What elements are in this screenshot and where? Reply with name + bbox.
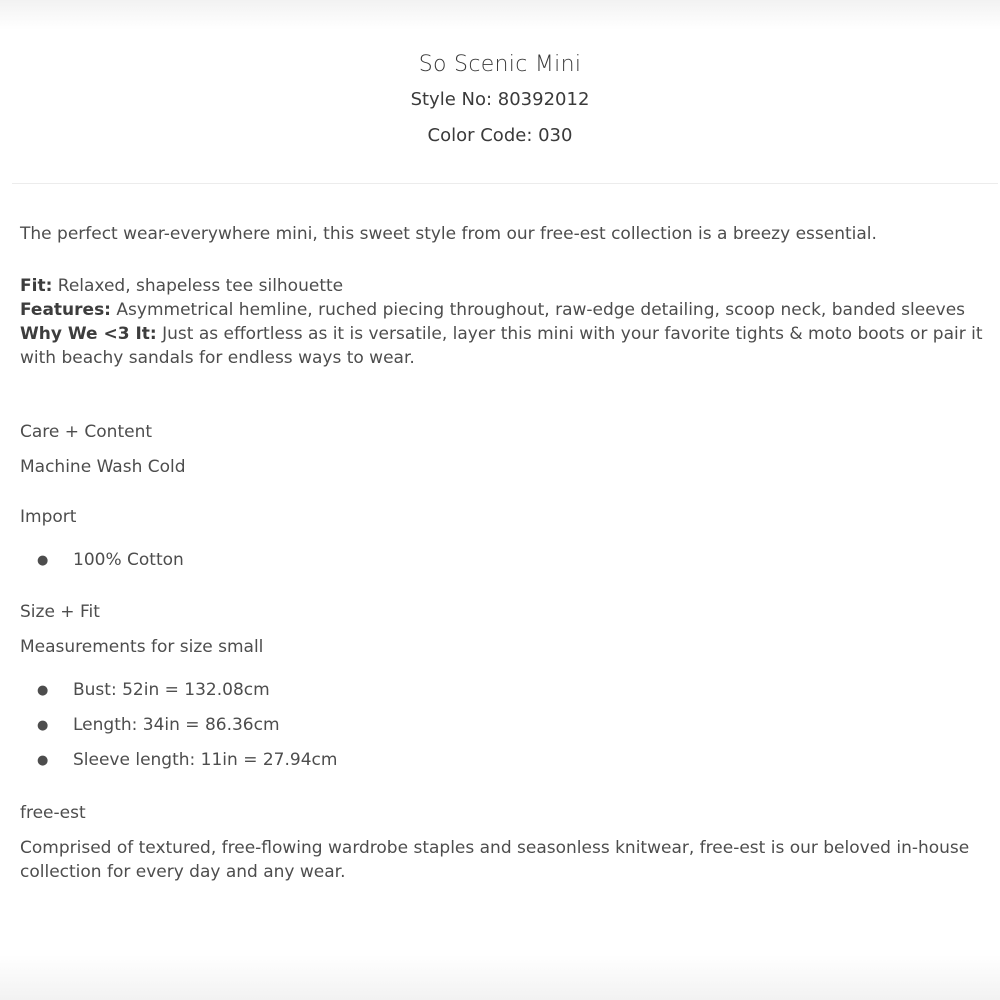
product-title: So Scenic Mini: [418, 52, 582, 77]
measurement-text: Length: 34in = 86.36cm: [73, 715, 280, 735]
material-text: 100% Cotton: [73, 550, 184, 570]
list-item: [20, 743, 990, 778]
features-line: [20, 298, 990, 322]
why-text: Just as effortless as it is versatile, layer this mini with your favorite tights & moto boots or pair it with beachy sandals for endless ways to wear.: [20, 324, 983, 368]
features-text: Asymmetrical hemline, ruched piecing throughout, raw-edge detailing, scoop neck, banded sleeves: [111, 300, 966, 320]
size-fit-subtitle: Measurements for size small: [20, 637, 264, 657]
list-item: [20, 673, 990, 708]
fit-line: [20, 274, 990, 298]
product-details: [20, 222, 990, 884]
fit-text: Relaxed, shapeless tee silhouette: [52, 276, 344, 296]
collection-title: free-est: [20, 803, 86, 823]
header-divider: [12, 183, 998, 184]
bullet-icon: ●: [37, 683, 49, 698]
bottom-fade: [0, 955, 1000, 1000]
fit-label: Fit:: [20, 276, 53, 296]
measurement-text: Bust: 52in = 132.08cm: [73, 680, 270, 700]
materials-list: [20, 543, 990, 578]
list-item: [20, 543, 990, 578]
measurements-list: [20, 673, 990, 778]
size-fit-title: Size + Fit: [20, 602, 100, 622]
intro-text: The perfect wear-everywhere mini, this sweet style from our free-est collection is a breezy essential.: [20, 224, 877, 244]
top-fade: [0, 0, 1000, 30]
care-content-title: Care + Content: [20, 422, 153, 442]
measurement-text: Sleeve length: 11in = 27.94cm: [73, 750, 338, 770]
care-wash: Machine Wash Cold: [20, 457, 186, 477]
style-number: Style No: 80392012: [410, 89, 590, 110]
why-line: [20, 322, 990, 370]
product-header: [0, 48, 1000, 154]
color-code: Color Code: 030: [427, 125, 573, 146]
features-label: Features:: [20, 300, 111, 320]
why-label: Why We <3 It:: [20, 324, 157, 344]
bullet-icon: ●: [37, 753, 49, 768]
care-import: Import: [20, 507, 77, 527]
bullet-icon: ●: [37, 553, 49, 568]
bullet-icon: ●: [37, 718, 49, 733]
list-item: [20, 708, 990, 743]
collection-description: Comprised of textured, free-flowing wardrobe staples and seasonless knitwear, free-est is our beloved in-house collection for every day and any wear.: [20, 838, 970, 882]
